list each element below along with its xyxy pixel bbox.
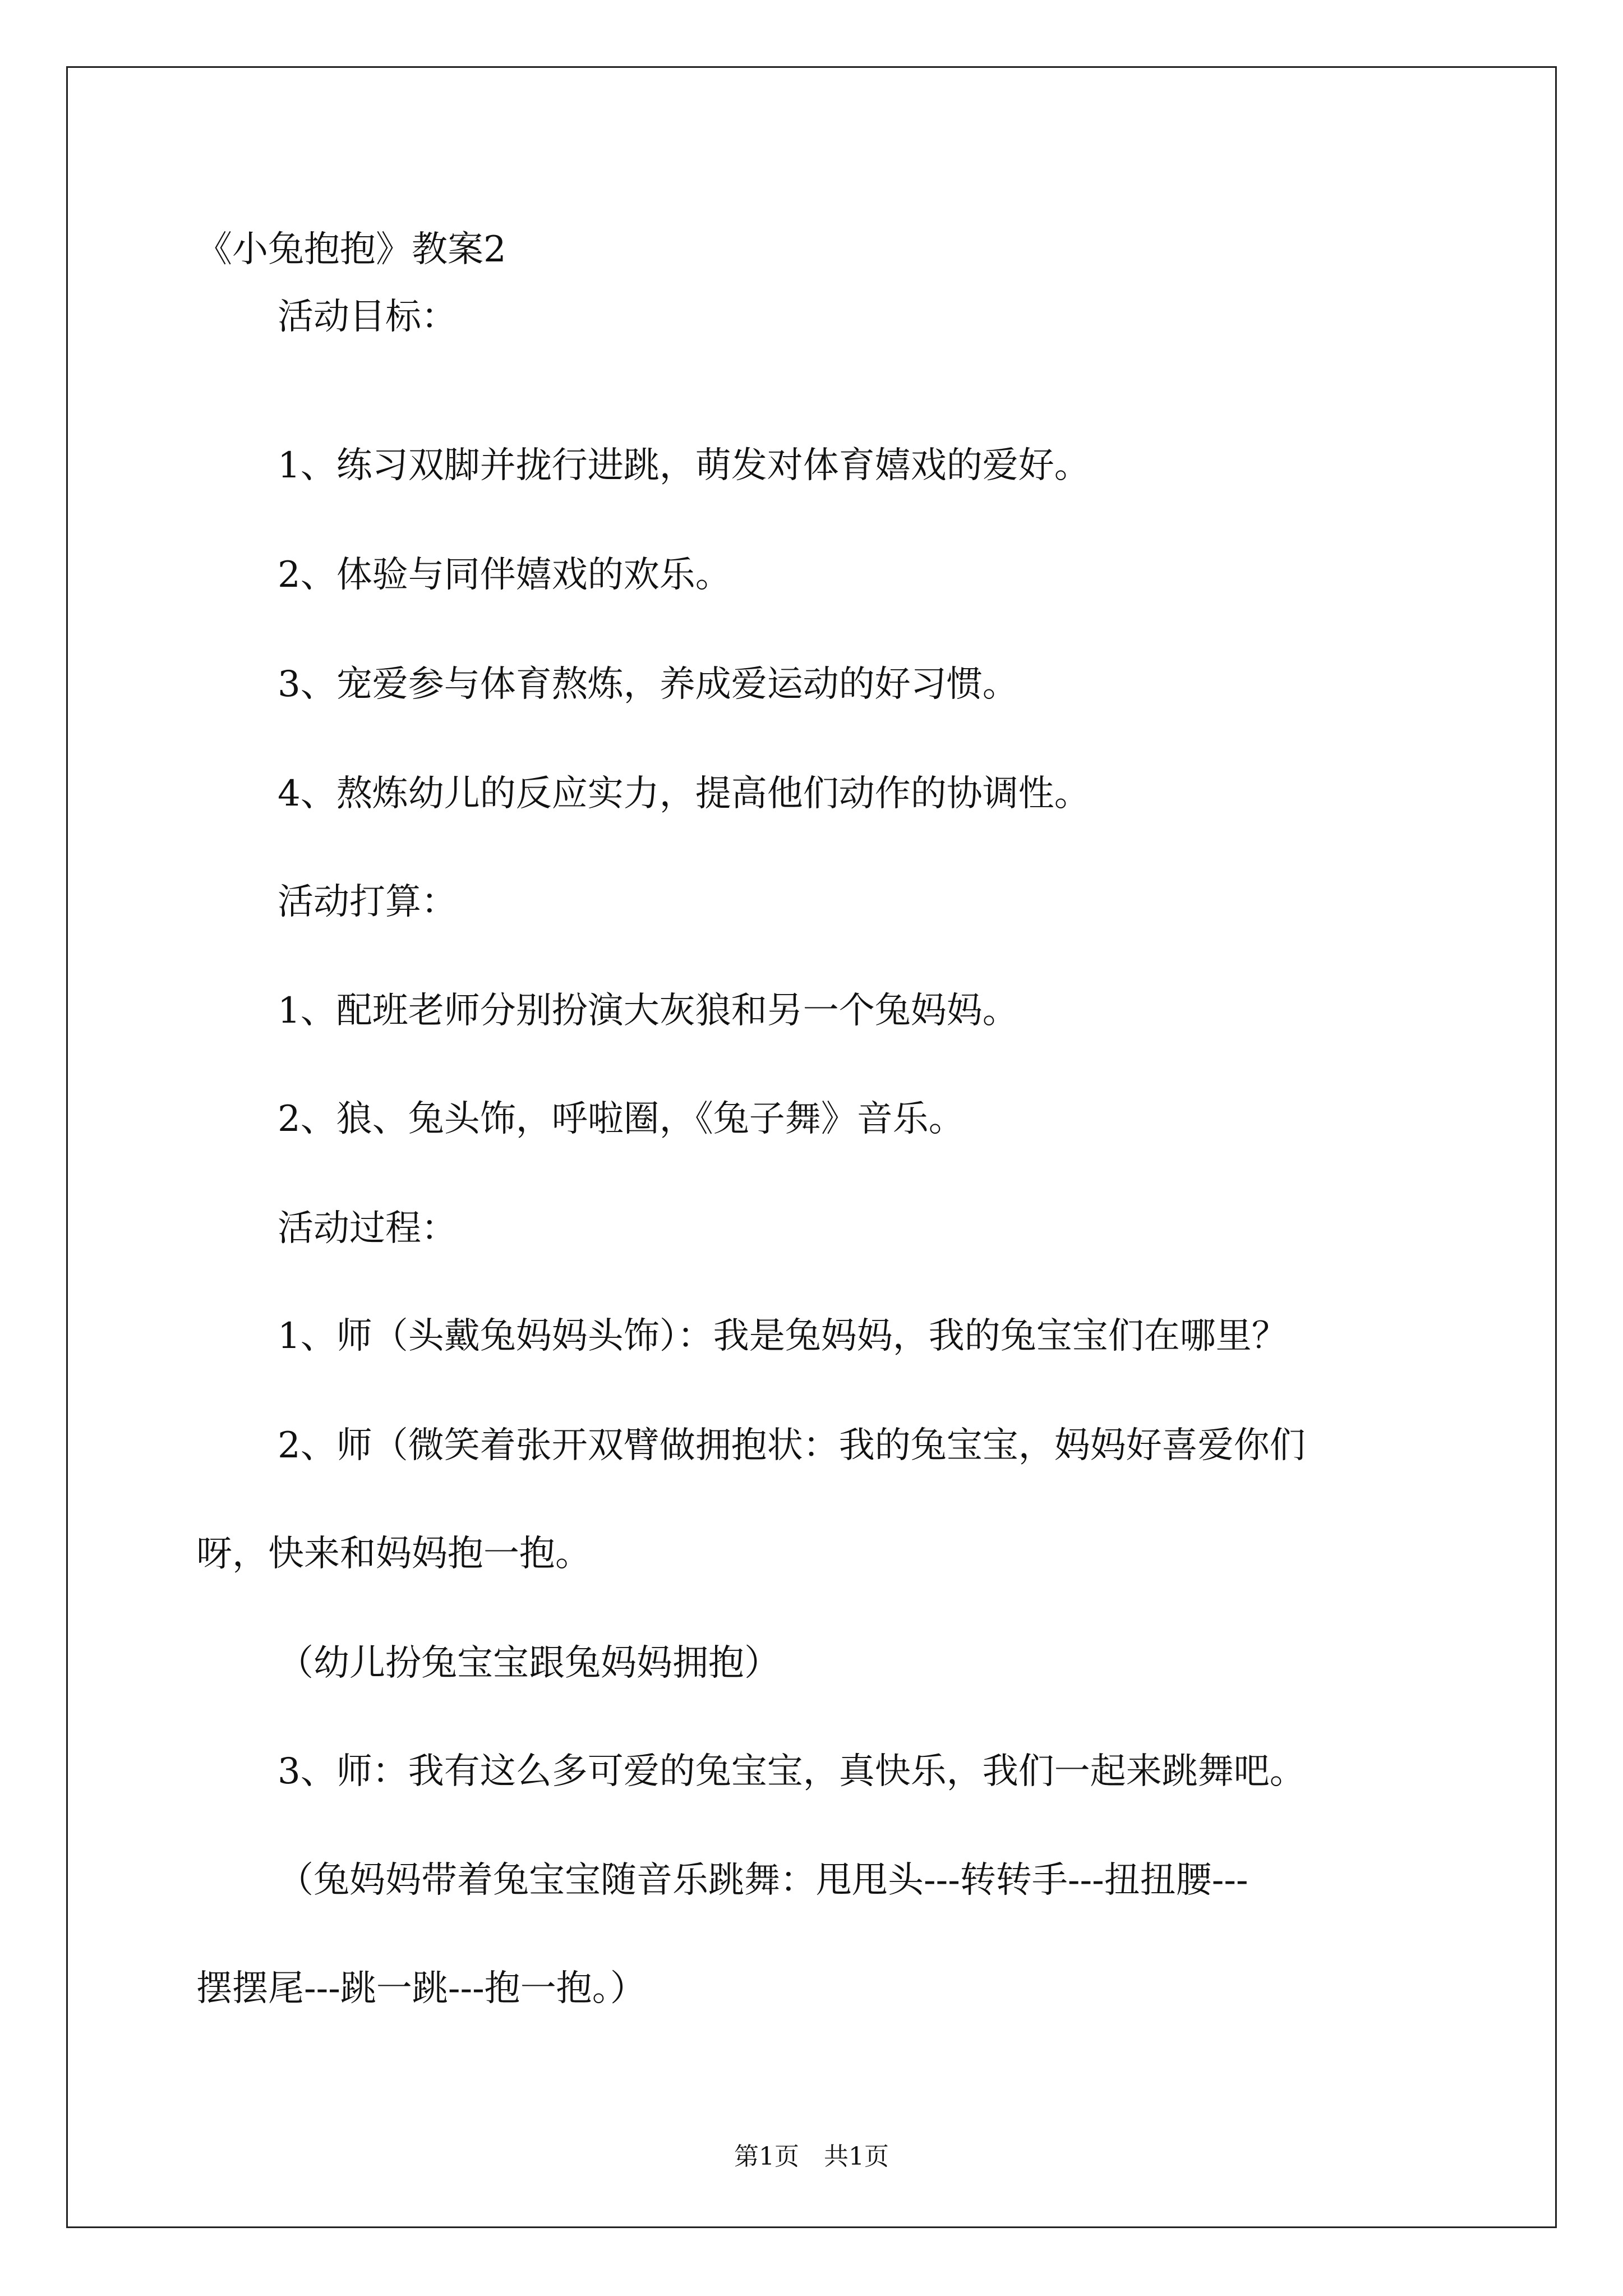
process-step-2: 2、师（微笑着张开双臂做拥抱状：我的兔宝宝，妈妈好喜爱你们 <box>278 1425 1306 1466</box>
goal-item-1: 1、练习双脚并拢行进跳，萌发对体育嬉戏的爱好。 <box>278 445 1090 486</box>
process-note-2-continued: 摆摆尾---跳一跳---抱一抱。） <box>196 1968 646 2009</box>
goal-item-3: 3、宠爱参与体育熬炼，养成爱运动的好习惯。 <box>278 664 1018 705</box>
document-title: 《小兔抱抱》教案2 <box>196 229 506 270</box>
section-heading-process: 活动过程： <box>278 1208 457 1249</box>
preparation-item-1: 1、配班老师分别扮演大灰狼和另一个兔妈妈。 <box>278 990 1018 1032</box>
process-step-3: 3、师：我有这么多可爱的兔宝宝，真快乐，我们一起来跳舞吧。 <box>278 1751 1306 1792</box>
goal-item-2: 2、体验与同伴嬉戏的欢乐。 <box>278 554 731 596</box>
preparation-item-2: 2、狼、兔头饰，呼啦圈，《兔子舞》音乐。 <box>278 1098 965 1140</box>
process-step-1: 1、师（头戴兔妈妈头饰）：我是兔妈妈，我的兔宝宝们在哪里？ <box>278 1315 1288 1357</box>
goal-item-4: 4、熬炼幼儿的反应实力，提高他们动作的协调性。 <box>278 773 1090 815</box>
section-heading-preparation: 活动打算： <box>278 881 457 923</box>
process-note-1: （幼儿扮兔宝宝跟兔妈妈拥抱） <box>278 1642 780 1684</box>
process-step-2-continued: 呀，快来和妈妈抱一抱。 <box>196 1533 591 1575</box>
page-border <box>66 66 1557 2228</box>
page-footer: 第1页 共1页 <box>734 2142 889 2171</box>
process-note-2: （兔妈妈带着兔宝宝随音乐跳舞：甩甩头---转转手---扭扭腰--- <box>278 1860 1248 1901</box>
section-heading-goals: 活动目标： <box>278 296 457 338</box>
